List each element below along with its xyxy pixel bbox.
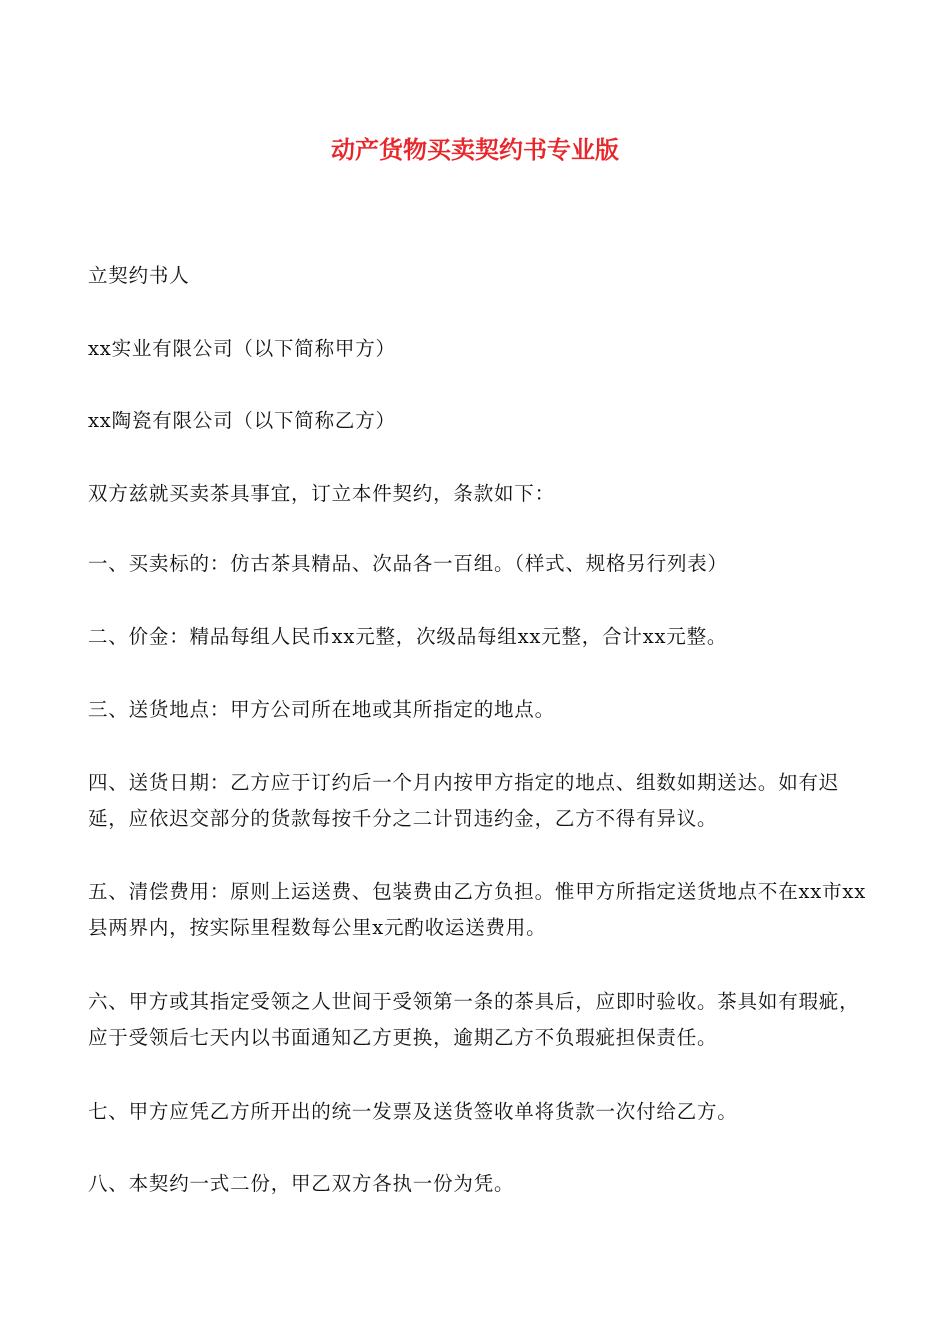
paragraph-preamble: 双方兹就买卖茶具事宜，订立本件契约，条款如下： xyxy=(88,482,555,505)
document-title: 动产货物买卖契约书专业版 xyxy=(331,136,619,164)
clause-8: 八、本契约一式二份，甲乙双方各执一份为凭。 xyxy=(88,1172,515,1195)
paragraph-party-b: xx陶瓷有限公司（以下简称乙方） xyxy=(88,409,396,432)
clause-7: 七、甲方应凭乙方所开出的统一发票及送货签收单将货款一次付给乙方。 xyxy=(88,1100,738,1123)
clause-4: 四、送货日期：乙方应于订约后一个月内按甲方指定的地点、组数如期送达。如有迟延，应依迟交部分的货款每按千分之二计罚违约金，乙方不得有异议。 xyxy=(88,771,840,830)
paragraph-party-a: xx实业有限公司（以下简称甲方） xyxy=(88,337,396,360)
clause-3: 三、送货地点：甲方公司所在地或其所指定的地点。 xyxy=(88,698,555,721)
clause-6: 六、甲方或其指定受领之人世间于受领第一条的茶具后，应即时验收。茶具如有瑕疵，应于受领后七天内以书面通知乙方更换，逾期乙方不负瑕疵担保责任。 xyxy=(88,990,860,1049)
paragraph-parties-intro: 立契约书人 xyxy=(88,264,190,287)
clause-5: 五、清偿费用：原则上运送费、包装费由乙方负担。惟甲方所指定送货地点不在xx市xx县两界内，按实际里程数每公里x元酌收运送费用。 xyxy=(88,880,866,939)
clause-1: 一、买卖标的：仿古茶具精品、次品各一百组。（样式、规格另行列表） xyxy=(88,552,728,575)
clause-2: 二、价金：精品每组人民币xx元整，次级品每组xx元整，合计xx元整。 xyxy=(88,625,728,648)
